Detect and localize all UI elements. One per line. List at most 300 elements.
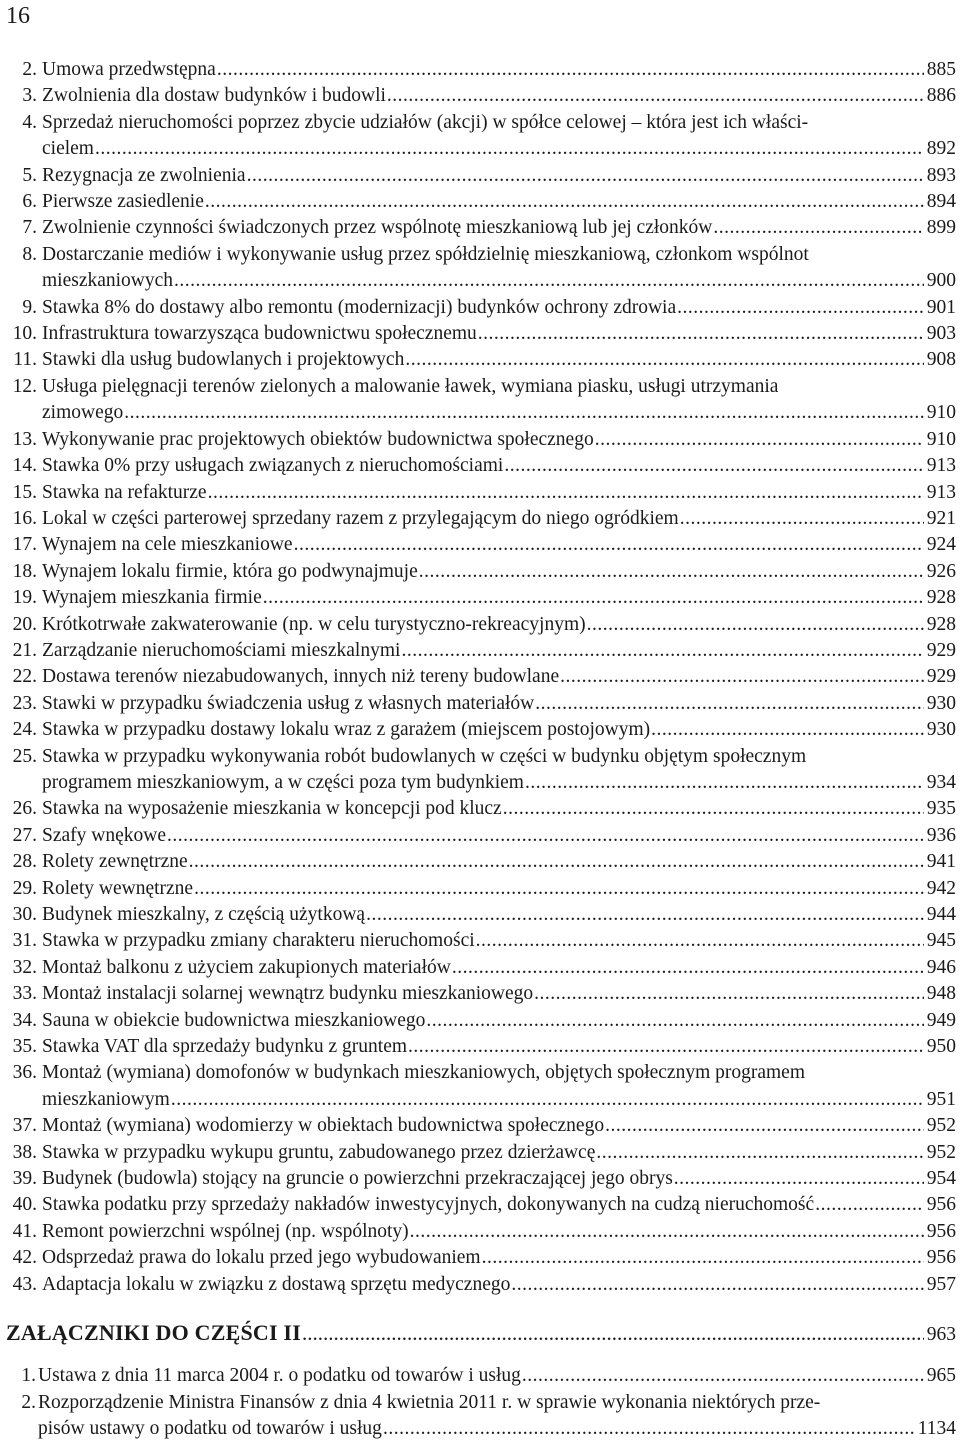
attachment-entries [0, 1363, 960, 1442]
toc-entry[interactable] [0, 1390, 960, 1443]
dot-leader [511, 1272, 923, 1298]
toc-entry[interactable] [0, 823, 960, 849]
entry-number: 8. [22, 243, 37, 265]
entry-page: 910 [926, 428, 956, 450]
entry-title: Budynek (budowla) stojący na gruncie o powierzchni przekraczającej jego obrys [42, 1168, 673, 1190]
entry-number: 20. [12, 613, 37, 635]
entry-title: mieszkaniowym [42, 1088, 170, 1110]
entry-page: 945 [926, 930, 956, 952]
entry-body [42, 981, 956, 1007]
entry-body [42, 796, 956, 822]
entry-page: 957 [926, 1273, 956, 1295]
entry-number: 11. [13, 349, 37, 371]
entry-title: Wynajem mieszkania firmie [42, 587, 262, 609]
dot-leader [525, 770, 924, 796]
dot-leader [408, 1034, 924, 1060]
entry-title: Stawki dla usług budowlanych i projektowych [42, 349, 405, 371]
entry-body [42, 506, 956, 532]
dot-leader [294, 532, 924, 558]
dot-leader [605, 1113, 924, 1139]
toc-entry[interactable] [0, 1166, 960, 1192]
entry-number: 15. [12, 481, 37, 503]
entry-last-line [38, 1363, 956, 1389]
toc-entry[interactable] [0, 1140, 960, 1166]
entry-body [42, 823, 956, 849]
entry-last-line [42, 1113, 956, 1139]
entry-body [42, 1113, 956, 1139]
entry-title: Dostawa terenów niezabudowanych, innych niż tereny budowlane [42, 666, 560, 688]
dot-leader [503, 796, 924, 822]
entry-last-line [42, 453, 956, 479]
entry-last-line [38, 1416, 956, 1442]
entry-title: Krótkotrwałe zakwaterowanie (np. w celu turystyczno-rekreacyjnym) [42, 613, 586, 635]
entry-title: Stawka w przypadku zmiany charakteru nieruchomości [42, 930, 475, 952]
entry-title: Remont powierzchni wspólnej (np. wspólnoty) [42, 1220, 409, 1242]
entry-body [42, 1140, 956, 1166]
entry-last-line [42, 1272, 956, 1298]
toc-entry[interactable] [0, 612, 960, 638]
dot-leader [366, 902, 924, 928]
entry-last-line [42, 612, 956, 638]
dot-leader [522, 1363, 924, 1389]
entry-title: Montaż instalacji solarnej wewnątrz budynku mieszkaniowego [42, 983, 534, 1005]
dot-leader [651, 717, 924, 743]
entry-title: Adaptacja lokalu w związku z dostawą sprzętu medycznego [42, 1273, 511, 1295]
dot-leader [208, 480, 924, 506]
entry-page: 942 [926, 877, 956, 899]
entry-title: Pierwsze zasiedlenie [42, 191, 204, 213]
entry-last-line [42, 1192, 956, 1218]
entry-last-line [42, 268, 956, 294]
entry-title: Zwolnienie czynności świadczonych przez wspólnotę mieszkaniową lub jej członków [42, 217, 713, 239]
section-heading[interactable] [6, 1319, 956, 1349]
entry-number: 21. [12, 639, 37, 661]
entry-body [42, 532, 956, 558]
toc-entry[interactable] [0, 1272, 960, 1298]
dot-leader [401, 638, 923, 664]
entry-number: 27. [12, 824, 37, 846]
entry-body [42, 1192, 956, 1218]
dot-leader [387, 83, 924, 109]
entry-title: Stawka na refakturze [42, 481, 207, 503]
entry-page: 941 [926, 851, 956, 873]
entry-last-line [42, 1166, 956, 1192]
entry-last-line [42, 427, 956, 453]
entry-last-line [42, 823, 956, 849]
entry-number: 30. [12, 904, 37, 925]
entry-number: 2. [21, 1391, 36, 1413]
toc-entry[interactable] [0, 242, 960, 295]
entry-page: 930 [926, 719, 956, 741]
dot-leader [171, 1087, 924, 1113]
toc-entry[interactable] [0, 664, 960, 690]
entry-body [42, 744, 956, 797]
entry-last-line [42, 691, 956, 717]
dot-leader [674, 1166, 924, 1192]
entry-number: 7. [22, 217, 37, 239]
entry-body [42, 691, 956, 717]
entry-body [42, 928, 956, 954]
toc-entry[interactable] [0, 1363, 960, 1389]
entry-title: programem mieszkaniowym, a w części poza tym budynkiem [42, 771, 524, 793]
entry-last-line [42, 770, 956, 796]
toc-entry[interactable] [0, 83, 960, 109]
entry-title: Szafy wnękowe [42, 824, 166, 846]
entry-body [42, 1008, 956, 1034]
entry-number: 10. [12, 323, 37, 345]
entry-number: 26. [12, 798, 37, 820]
entry-title-line: Rozporządzenie Ministra Finansów z dnia 4 kwietnia 2011 r. w sprawie wykonania niektórych prze- [38, 1391, 821, 1413]
entry-number: 32. [12, 956, 37, 978]
dot-leader [383, 1416, 915, 1442]
toc-entry[interactable] [0, 876, 960, 902]
dot-leader [476, 928, 924, 954]
entry-number: 33. [12, 983, 37, 1005]
toc-entry[interactable] [0, 796, 960, 822]
entry-page: 965 [926, 1365, 956, 1387]
entry-last-line [42, 955, 956, 981]
entry-last-line [42, 638, 956, 664]
toc-entry[interactable] [0, 1113, 960, 1139]
toc-entry[interactable] [0, 928, 960, 954]
toc-entries [0, 57, 960, 1298]
toc-entry[interactable] [0, 849, 960, 875]
entry-page: 921 [926, 507, 956, 529]
entry-last-line [42, 1034, 956, 1060]
toc-entry[interactable] [0, 215, 960, 241]
entry-body [42, 1219, 956, 1245]
entry-page: 929 [926, 639, 956, 661]
toc-entry[interactable] [0, 559, 960, 585]
toc-entry[interactable] [0, 1060, 960, 1113]
dot-leader [410, 1219, 924, 1245]
entry-page: 952 [926, 1141, 956, 1163]
entry-body [42, 242, 956, 295]
entry-title: Zwolnienia dla dostaw budynków i budowli [42, 85, 386, 107]
entry-body [42, 374, 956, 427]
entry-number: 41. [12, 1220, 37, 1242]
entry-number: 13. [12, 428, 37, 450]
entry-number: 37. [12, 1115, 37, 1137]
section-page: 963 [926, 1324, 956, 1346]
entry-last-line [42, 876, 956, 902]
dot-leader [815, 1192, 924, 1218]
entry-title: pisów ustawy o podatku od towarów i usług [38, 1417, 382, 1439]
entry-number: 34. [12, 1009, 37, 1031]
toc-entry[interactable] [0, 1034, 960, 1060]
dot-leader [452, 955, 924, 981]
entry-page: 900 [926, 270, 956, 292]
entry-title: Budynek mieszkalny, z częścią użytkową [42, 904, 366, 925]
toc-entry[interactable] [0, 427, 960, 453]
toc-entry[interactable] [0, 110, 960, 163]
entry-last-line [42, 347, 956, 373]
dot-leader [595, 427, 924, 453]
entry-title: cielem [42, 138, 94, 160]
dot-leader [194, 876, 924, 902]
entry-number: 2. [22, 59, 37, 80]
dot-leader [535, 691, 924, 717]
entry-page: 928 [926, 587, 956, 609]
entry-number: 6. [22, 191, 37, 213]
entry-number: 9. [22, 296, 37, 318]
dot-leader [560, 664, 924, 690]
entry-title: zimowego [42, 402, 124, 424]
entry-title-line: Usługa pielęgnacji terenów zielonych a malowanie ławek, wymiana piasku, usługi utrzymania [42, 375, 779, 397]
entry-title: Stawka VAT dla sprzedaży budynku z gruntem [42, 1036, 408, 1058]
toc-entry[interactable] [0, 902, 960, 928]
entry-number: 12. [12, 375, 37, 397]
entry-title: Stawki w przypadku świadczenia usług z własnych materiałów [42, 692, 535, 714]
toc-entry[interactable] [0, 1192, 960, 1218]
toc-entry[interactable] [0, 480, 960, 506]
entry-title: Stawka 8% do dostawy albo remontu (modernizacji) budynków ochrony zdrowia [42, 296, 677, 318]
toc-entry[interactable] [0, 506, 960, 532]
entry-page: 885 [926, 59, 956, 80]
entry-body [42, 902, 956, 928]
entry-last-line [42, 1087, 956, 1113]
entry-last-line [42, 400, 956, 426]
dot-leader [680, 506, 924, 532]
toc-entry[interactable] [0, 453, 960, 479]
entry-body [42, 321, 956, 347]
entry-number: 17. [12, 534, 37, 556]
entry-last-line [42, 189, 956, 215]
entry-page: 913 [926, 455, 956, 477]
dot-leader [504, 453, 923, 479]
dot-leader [478, 321, 924, 347]
entry-title: Rezygnacja ze zwolnienia [42, 164, 246, 186]
entry-last-line [42, 480, 956, 506]
entry-title: Stawka 0% przy usługach związanych z nieruchomościami [42, 455, 504, 477]
dot-leader [482, 1245, 924, 1271]
toc-entry[interactable] [0, 1245, 960, 1271]
entry-page: 952 [926, 1115, 956, 1137]
entry-page: 913 [926, 481, 956, 503]
toc-entry[interactable] [0, 57, 960, 83]
entry-title: Odsprzedaż prawa do lokalu przed jego wybudowaniem [42, 1247, 481, 1269]
dot-leader [217, 57, 924, 83]
entry-body [42, 664, 956, 690]
dot-leader [302, 1319, 924, 1347]
entry-number: 28. [12, 851, 37, 873]
entry-title: Stawka w przypadku wykupu gruntu, zabudowanego przez dzierżawcę [42, 1141, 596, 1163]
dot-leader [677, 295, 924, 321]
entry-page: 944 [926, 904, 956, 925]
toc-entry[interactable] [0, 532, 960, 558]
dot-leader [419, 559, 924, 585]
dot-leader [263, 585, 924, 611]
entry-body [42, 1245, 956, 1271]
entry-title: Umowa przedwstępna [42, 59, 216, 80]
entry-title: Stawka podatku przy sprzedaży nakładów inwestycyjnych, dokonywanych na cudzą nieruchomość [42, 1194, 815, 1216]
table-of-contents [0, 57, 960, 1442]
entry-page: 892 [926, 138, 956, 160]
entry-title-line: Sprzedaż nieruchomości poprzez zbycie udziałów (akcji) w spółce celowej – która jest ich właści- [42, 111, 809, 133]
entry-last-line [42, 136, 956, 162]
entry-page: 935 [926, 798, 956, 820]
dot-leader [205, 189, 924, 215]
toc-entry[interactable] [0, 744, 960, 797]
entry-last-line [42, 585, 956, 611]
entry-number: 42. [12, 1247, 37, 1269]
entry-page: 936 [926, 824, 956, 846]
entry-number: 3. [22, 85, 37, 107]
entry-page: 956 [926, 1220, 956, 1242]
entry-last-line [42, 559, 956, 585]
entry-number: 23. [12, 692, 37, 714]
entry-body [42, 955, 956, 981]
entry-last-line [42, 295, 956, 321]
entry-page: 903 [926, 323, 956, 345]
entry-title: Stawka na wyposażenie mieszkania w koncepcji pod klucz [42, 798, 502, 820]
entry-title: Sauna w obiekcie budownictwa mieszkaniowego [42, 1009, 426, 1031]
entry-page: 930 [926, 692, 956, 714]
toc-entry[interactable] [0, 189, 960, 215]
dot-leader [713, 215, 923, 241]
dot-leader [534, 981, 924, 1007]
entry-number: 40. [12, 1194, 37, 1216]
entry-number: 25. [12, 745, 37, 767]
entry-body [38, 1390, 956, 1443]
entry-last-line [42, 163, 956, 189]
entry-body [42, 612, 956, 638]
dot-leader [596, 1140, 923, 1166]
entry-page: 951 [926, 1088, 956, 1110]
entry-last-line [42, 506, 956, 532]
entry-title: Montaż balkonu z użyciem zakupionych materiałów [42, 956, 451, 978]
entry-number: 43. [12, 1273, 37, 1295]
entry-last-line [42, 1140, 956, 1166]
entry-page: 929 [926, 666, 956, 688]
toc-entry[interactable] [0, 347, 960, 373]
entry-body [42, 876, 956, 902]
entry-body [42, 585, 956, 611]
entry-last-line [42, 83, 956, 109]
toc-entry[interactable] [0, 717, 960, 743]
entry-body [42, 717, 956, 743]
entry-number: 18. [12, 560, 37, 582]
toc-entry[interactable] [0, 163, 960, 189]
toc-entry[interactable] [0, 955, 960, 981]
entry-number: 4. [22, 111, 37, 133]
entry-body [42, 189, 956, 215]
entry-page: 954 [926, 1168, 956, 1190]
entry-page: 950 [926, 1036, 956, 1058]
entry-page: 956 [926, 1194, 956, 1216]
entry-body [42, 559, 956, 585]
entry-number: 35. [12, 1036, 37, 1058]
entry-title-line: Montaż (wymiana) domofonów w budynkach mieszkaniowych, objętych społecznym programem [42, 1062, 806, 1084]
entry-page: 926 [926, 560, 956, 582]
entry-page: 928 [926, 613, 956, 635]
entry-last-line [42, 664, 956, 690]
toc-entry[interactable] [0, 321, 960, 347]
entry-number: 19. [12, 587, 37, 609]
entry-title: Wynajem lokalu firmie, która go podwynajmuje [42, 560, 418, 582]
entry-title: mieszkaniowych [42, 270, 174, 292]
entry-last-line [42, 532, 956, 558]
dot-leader [174, 268, 924, 294]
entry-last-line [42, 1245, 956, 1271]
entry-page: 946 [926, 956, 956, 978]
entry-last-line [42, 796, 956, 822]
section-title: ZAŁĄCZNIKI DO CZĘŚCI II [6, 1320, 301, 1346]
entry-last-line [42, 1008, 956, 1034]
entry-body [42, 1060, 956, 1113]
entry-page: 886 [926, 85, 956, 107]
entry-number: 29. [12, 877, 37, 899]
entry-body [42, 83, 956, 109]
entry-page: 934 [926, 771, 956, 793]
entry-number: 14. [12, 455, 37, 477]
entry-number: 16. [12, 507, 37, 529]
entry-page: 901 [926, 296, 956, 318]
entry-last-line [42, 928, 956, 954]
toc-entry[interactable] [0, 981, 960, 1007]
entry-body [42, 347, 956, 373]
entry-body [42, 638, 956, 664]
entry-body [38, 1363, 956, 1389]
entry-body [42, 453, 956, 479]
entry-number: 39. [12, 1168, 37, 1190]
entry-last-line [42, 1219, 956, 1245]
entry-page: 893 [926, 164, 956, 186]
dot-leader [189, 849, 924, 875]
dot-leader [95, 136, 924, 162]
entry-last-line [42, 981, 956, 1007]
entry-number: 36. [12, 1062, 37, 1084]
entry-number: 1. [21, 1365, 36, 1387]
dot-leader [587, 612, 924, 638]
entry-last-line [42, 849, 956, 875]
toc-entry[interactable] [0, 1008, 960, 1034]
entry-number: 5. [22, 164, 37, 186]
entry-page: 1134 [917, 1417, 956, 1439]
entry-body [42, 849, 956, 875]
dot-leader [247, 163, 924, 189]
entry-last-line [42, 215, 956, 241]
entry-last-line [42, 717, 956, 743]
entry-title: Stawka w przypadku dostawy lokalu wraz z garażem (miejscem postojowym) [42, 719, 651, 741]
entry-body [42, 215, 956, 241]
entry-title: Infrastruktura towarzysząca budownictwu społecznemu [42, 323, 477, 345]
toc-entry[interactable] [0, 1219, 960, 1245]
entry-number: 31. [12, 930, 37, 952]
page-number: 16 [6, 3, 30, 29]
toc-entry[interactable] [0, 585, 960, 611]
entry-title: Lokal w części parterowej sprzedany razem z przylegającym do niego ogródkiem [42, 507, 679, 529]
toc-entry[interactable] [0, 691, 960, 717]
entry-page: 956 [926, 1247, 956, 1269]
entry-number: 38. [12, 1141, 37, 1163]
dot-leader [167, 823, 924, 849]
toc-entry[interactable] [0, 374, 960, 427]
entry-last-line [42, 57, 956, 83]
entry-title-line: Dostarczanie mediów i wykonywanie usług przez spółdzielnię mieszkaniową, członkom wspólnot [42, 243, 809, 265]
toc-entry[interactable] [0, 638, 960, 664]
entry-page: 924 [926, 534, 956, 556]
entry-body [42, 57, 956, 83]
entry-body [42, 1272, 956, 1298]
entry-body [42, 1166, 956, 1192]
entry-body [42, 427, 956, 453]
entry-title-line: Stawka w przypadku wykonywania robót budowlanych w części w budynku objętym społecznym [42, 745, 807, 767]
toc-entry[interactable] [0, 295, 960, 321]
entry-number: 24. [12, 719, 37, 741]
entry-body [42, 480, 956, 506]
entry-last-line [42, 321, 956, 347]
